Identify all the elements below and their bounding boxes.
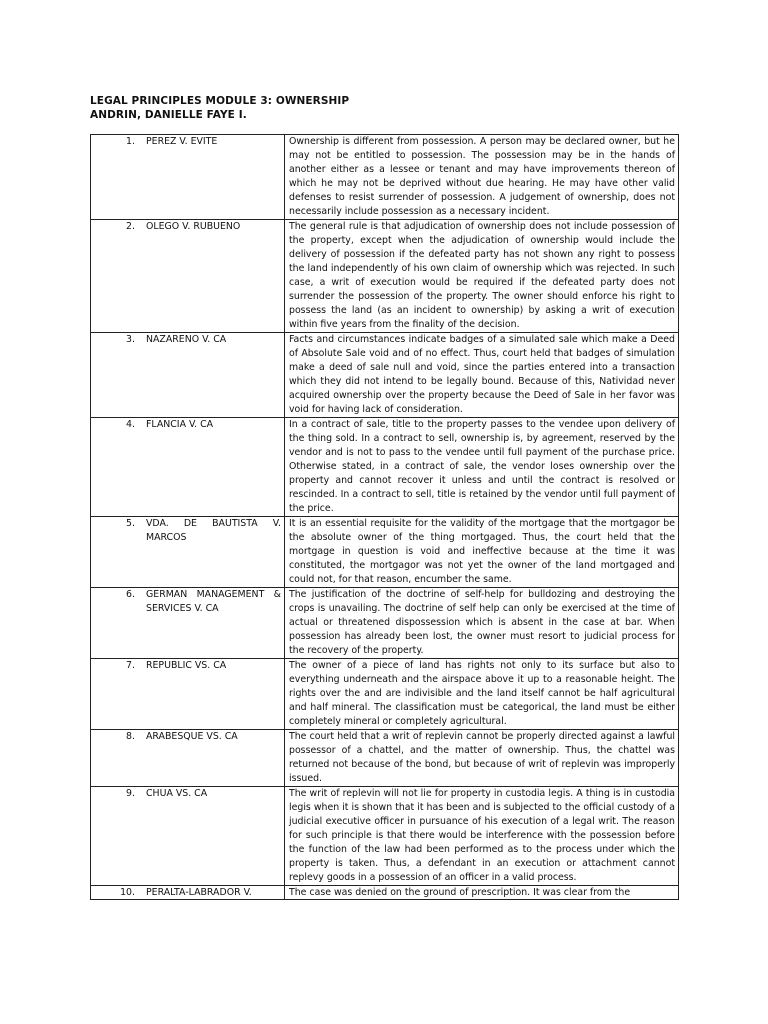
case-name: OLEGO V. RUBUENO	[146, 221, 241, 232]
case-name-cell	[91, 135, 285, 220]
case-table	[90, 134, 679, 900]
case-number: 7.	[126, 660, 135, 671]
case-name: FLANCIA V. CA	[146, 419, 214, 430]
table-row	[91, 588, 679, 659]
table-row	[91, 333, 679, 418]
table-row	[91, 659, 679, 730]
case-name-cell	[91, 659, 285, 730]
case-number: 10.	[120, 887, 135, 898]
case-name-cell	[91, 418, 285, 517]
case-number: 4.	[126, 419, 135, 430]
document-title: LEGAL PRINCIPLES MODULE 3: OWNERSHIP	[90, 95, 350, 107]
case-principle: The general rule is that adjudication of ownership does not include possession of the property, except when the adjudication of ownership would include the delivery of possession if the defeated party has not shown any right to possess the land independently of his own claim of ownership which was rejected. In such case, a writ of execution would be required if the defeated party does not surrender the possession of the property. The owner should enforce his right to possess the land (as an incident to ownership) by asking a writ of execution within five years from the finality of the decision.	[285, 220, 679, 333]
author-name: ANDRIN, DANIELLE FAYE I.	[90, 109, 247, 121]
case-number: 8.	[126, 731, 135, 742]
case-name: GERMAN MANAGEMENT & SERVICES V. CA	[146, 589, 281, 614]
case-principle: The writ of replevin will not lie for property in custodia legis. A thing is in custodia legis when it is shown that it has been and is subjected to the official custody of a judicial executive officer in pursuance of his execution of a legal writ. The reason for such principle is that there would be interference with the possession before the function of the law had been performed as to the process under which the property is taken. Thus, a defendant in an execution or attachment cannot replevy goods in a possession of an officer in a valid process.	[285, 787, 679, 886]
case-principle: Ownership is different from possession. A person may be declared owner, but he may not be entitled to possession. The possession may be in the hands of another either as a lessee or tenant and may have improvements thereon of which he may not be deprived without due hearing. He may have other valid defenses to resist surrender of possession. A judgement of ownership, does not necessarily include possession as a necessary incident.	[285, 135, 679, 220]
table-row	[91, 886, 679, 900]
case-principle: It is an essential requisite for the validity of the mortgage that the mortgagor be the absolute owner of the thing mortgaged. Thus, the court held that the mortgage in question is void and ineffective because at the time it was constituted, the mortgagor was not yet the owner of the land mortgaged and could not, for that reason, encumber the same.	[285, 517, 679, 588]
case-principle: The justification of the doctrine of self-help for bulldozing and destroying the crops is unavailing. The doctrine of self help can only be exercised at the time of actual or threatened dispossession which is absent in the case at bar. When possession has already been lost, the owner must resort to judicial process for the recovery of the property.	[285, 588, 679, 659]
case-number: 9.	[126, 788, 135, 799]
case-number: 6.	[126, 589, 135, 600]
case-name: REPUBLIC VS. CA	[146, 660, 227, 671]
case-principle-cell	[285, 886, 679, 900]
case-name: PEREZ V. EVITE	[146, 136, 218, 147]
table-row	[91, 517, 679, 588]
case-number: 2.	[126, 221, 135, 232]
case-name-cell	[91, 787, 285, 886]
case-name: ARABESQUE VS. CA	[146, 731, 238, 742]
case-principle: In a contract of sale, title to the property passes to the vendee upon delivery of the thing sold. In a contract to sell, ownership is, by agreement, reserved by the vendor and is not to pass to the vendee until full payment of the purchase price. Otherwise stated, in a contract of sale, the vendor loses ownership over the property and cannot recover it unless and until the contract is resolved or rescinded. In a contract to sell, title is retained by the vendor until full payment of the price.	[285, 418, 679, 517]
case-name-cell	[91, 588, 285, 659]
document-header	[90, 94, 349, 122]
case-number: 3.	[126, 334, 135, 345]
case-name-cell	[91, 730, 285, 787]
case-principle: The owner of a piece of land has rights not only to its surface but also to everything underneath and the airspace above it up to a reasonable height. The rights over the and are indivisible and the land itself cannot be half agricultural and half mineral. The classification must be categorical, the land must be either completely mineral or completely agricultural.	[285, 659, 679, 730]
table-row	[91, 220, 679, 333]
case-principle: Facts and circumstances indicate badges of a simulated sale which make a Deed of Absolute Sale void and of no effect. Thus, court held that badges of simulation make a deed of sale null and void, since the parties entered into a transaction which they did not intend to be legally bound. Because of this, Natividad never acquired ownership over the property because the Deed of Sale in her favor was void for having lack of consideration.	[285, 333, 679, 418]
case-principle: The court held that a writ of replevin cannot be properly directed against a lawful possessor of a chattel, and the matter of ownership. Thus, the chattel was returned not because of the bond, but because of writ of replevin was improperly issued.	[285, 730, 679, 787]
case-name-cell	[91, 220, 285, 333]
table-row	[91, 135, 679, 220]
table-row	[91, 787, 679, 886]
case-number: 5.	[126, 518, 135, 529]
case-name: CHUA VS. CA	[146, 788, 208, 799]
case-number: 1.	[126, 136, 135, 147]
table-row	[91, 730, 679, 787]
case-name-cell	[91, 333, 285, 418]
case-name: PERALTA-LABRADOR V.	[146, 887, 252, 898]
case-name-cell	[91, 886, 285, 900]
case-name-cell	[91, 517, 285, 588]
case-name: VDA. DE BAUTISTA V. MARCOS	[146, 518, 281, 543]
table-row	[91, 418, 679, 517]
case-name: NAZARENO V. CA	[146, 334, 227, 345]
case-principle: The case was denied on the ground of prescription. It was clear from the	[289, 887, 631, 898]
